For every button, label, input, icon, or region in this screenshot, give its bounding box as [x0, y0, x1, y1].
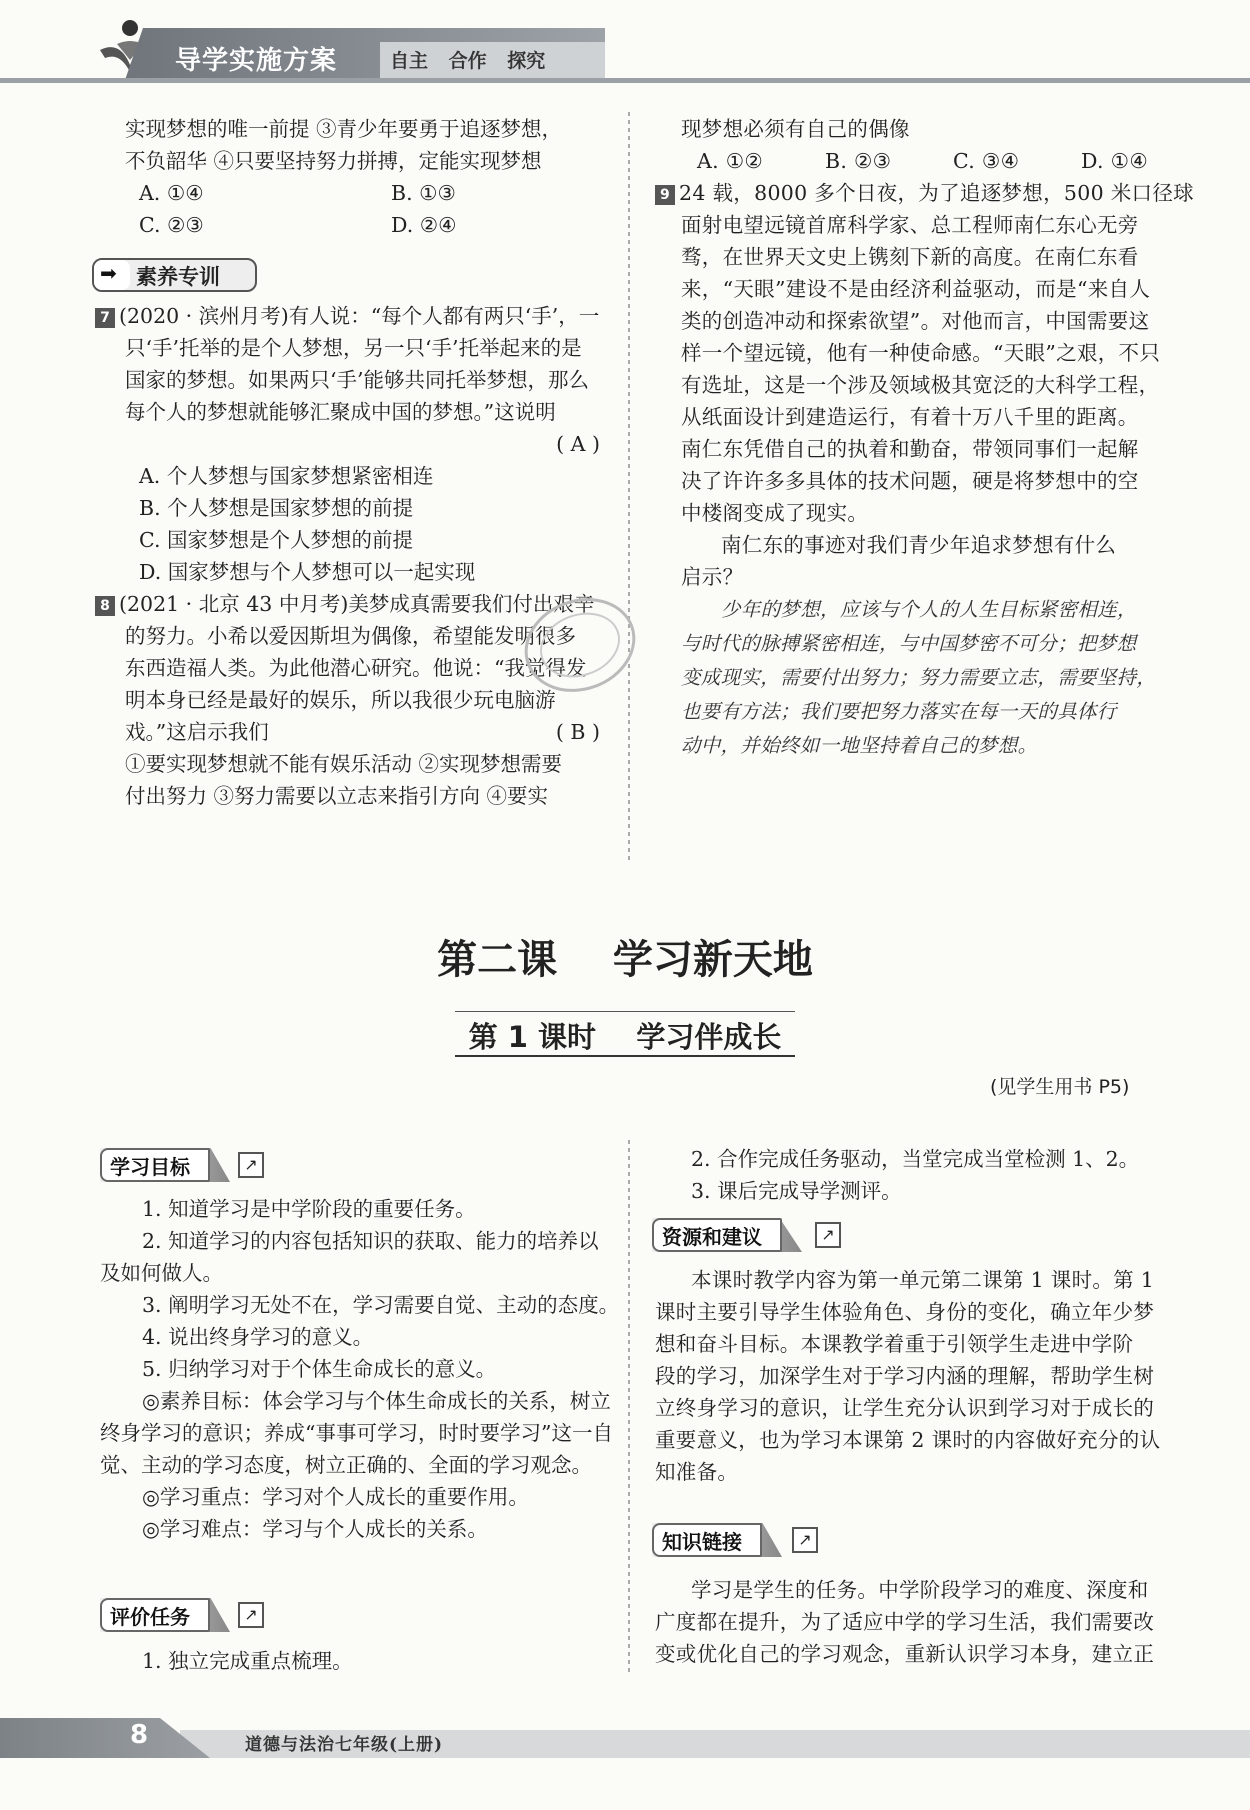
student-book-reference: (见学生用书 P5)	[990, 1076, 1130, 1098]
q8-line: ①要实现梦想就不能有娱乐活动 ②实现梦想需要	[125, 752, 563, 776]
q8-option-b: B. ②③	[825, 149, 892, 173]
evaluation-task-continued	[655, 1143, 1175, 1207]
q7-option-c: C. 国家梦想是个人梦想的前提	[139, 528, 413, 552]
q9-line: 南仁东凭借自己的执着和勤奋，带领同事们一起解	[681, 437, 1139, 461]
book-title: 道德与法治七年级(上册)	[245, 1735, 444, 1755]
q9-question: 启示？	[681, 565, 744, 589]
tag-resources: 资源和建议	[652, 1218, 782, 1252]
question-number-9: 9	[655, 185, 675, 205]
stamp-watermark-icon	[520, 595, 640, 695]
q9-question: 南仁东的事迹对我们青少年追求梦想有什么	[721, 533, 1117, 557]
handwritten-answer	[655, 593, 1175, 763]
subtitle-rule	[455, 1055, 795, 1057]
header-rule	[0, 78, 1250, 83]
goal-item: 2. 知道学习的内容包括知识的获取、能力的培养以	[142, 1229, 599, 1253]
page-number: 8	[130, 1720, 149, 1750]
knowledge-line: 学习是学生的任务。中学阶段学习的难度、深度和	[691, 1578, 1149, 1602]
watermark-text	[348, 1004, 388, 1100]
goal-item: 4. 说出终身学习的意义。	[142, 1325, 374, 1349]
q6-option-c: C. ②③	[139, 213, 204, 237]
goal-item: 及如何做人。	[100, 1261, 223, 1285]
resources-line: 立终身学习的意识，让学生充分认识到学习对于成长的	[655, 1396, 1155, 1420]
question-number-8: 8	[95, 596, 115, 616]
arrow-icon: ↗	[815, 1222, 841, 1248]
q6-option-a: A. ①④	[139, 181, 204, 205]
q8-option-c: C. ③④	[953, 149, 1020, 173]
q6-option-b: B. ①③	[391, 181, 456, 205]
answer-line: 变成现实，需要付出努力；努力需要立志，需要坚持，	[681, 666, 1157, 689]
tag-evaluation-tasks: 评价任务	[100, 1598, 210, 1632]
q7-option-a: A. 个人梦想与国家梦想紧密相连	[139, 464, 434, 488]
question-number-7: 7	[95, 308, 115, 328]
answer-line: 少年的梦想，应该与个人的人生目标紧密相连，	[721, 598, 1137, 621]
answer-line: 动中，并始终如一地坚持着自己的梦想。	[681, 734, 1038, 757]
resources-line: 课时主要引导学生体验角色、身份的变化，确立年少梦	[655, 1300, 1155, 1324]
q9-line: 有选址，这是一个涉及领域极其宽泛的大科学工程，	[681, 373, 1160, 397]
q7-line: 国家的梦想。如果两只‘手’能够共同托举梦想，那么	[125, 368, 590, 392]
q8-line: 的努力。小希以爱因斯坦为偶像，希望能发明很多	[125, 624, 576, 648]
page-footer	[0, 1698, 1250, 1788]
q9-line: 来，“天眼”建设不是由经济利益驱动，而是“来自人	[681, 277, 1151, 301]
pointer-arrow-icon: ➡	[100, 261, 117, 285]
q8-option-a: A. ①②	[697, 149, 764, 173]
resources-line: 知准备。	[655, 1460, 739, 1484]
resources-line: 段的学习，加深学生对于学习内涵的理解，帮助学生树	[655, 1364, 1155, 1388]
q8-continued-line: 现梦想必须有自己的偶像	[681, 117, 910, 141]
q9-line: 决了许许多多具体的技术问题，硬是将梦想中的空	[681, 469, 1139, 493]
q6-continued-line: 实现梦想的唯一前提 ③青少年要勇于追逐梦想，	[125, 117, 563, 141]
q8-line: 付出努力 ③努力需要以立志来指引方向 ④要实	[125, 784, 549, 808]
right-top-column	[655, 113, 1194, 763]
q7-line: (2020 · 滨州月考)有人说：“每个人都有两只‘手’，一	[119, 304, 600, 328]
q6-continued-line: 不负韶华 ④只要坚持努力拼搏，定能实现梦想	[125, 149, 542, 173]
q8-line: (2021 · 北京 43 中月考)美梦成真需要我们付出艰辛	[119, 592, 595, 616]
evaluation-task	[100, 1645, 615, 1677]
section-title: 素养专训	[136, 265, 220, 289]
literacy-goal: ◎素养目标：体会学习与个体生命成长的关系，树立	[142, 1389, 611, 1413]
page-header	[0, 0, 1250, 90]
goal-item: 5. 归纳学习对于个体生命成长的意义。	[142, 1357, 497, 1381]
section-tag-practice	[92, 258, 262, 294]
knowledge-line: 变或优化自己的学习观念，重新认识学习本身，建立正	[655, 1642, 1155, 1666]
q8-option-d: D. ①④	[1081, 149, 1148, 173]
resources-text	[655, 1264, 1175, 1488]
q7-line: 每个人的梦想就能够汇聚成中国的梦想。”这说明	[125, 400, 556, 424]
answer-line: 与时代的脉搏紧密相连，与中国梦密不可分；把梦想	[681, 632, 1137, 655]
left-top-column	[125, 113, 610, 241]
subtitle-rule-thin	[455, 1011, 795, 1012]
q9-line: 24 载，8000 多个日夜，为了追逐梦想，500 米口径球	[679, 181, 1194, 205]
key-point: ◎学习重点：学习对个人成长的重要作用。	[142, 1485, 529, 1509]
q8-answer: ( B )	[555, 720, 600, 744]
q8-line: 明本身已经是最好的娱乐，所以我很少玩电脑游	[125, 688, 556, 712]
lesson-title: 第二课 学习新天地	[437, 937, 813, 983]
answer-line: 也要有方法；我们要把努力落实在每一天的具体行	[681, 700, 1117, 723]
column-divider-top	[628, 112, 630, 862]
q7-answer: ( A )	[556, 432, 600, 456]
q7-line: 只‘手’托举的是个人梦想，另一只‘手’托举起来的是	[125, 336, 582, 360]
task-item: 2. 合作完成任务驱动，当堂完成当堂检测 1、2。	[691, 1147, 1140, 1171]
knowledge-link-text	[655, 1574, 1175, 1670]
knowledge-line: 广度都在提升，为了适应中学的学习生活，我们需要改	[655, 1610, 1155, 1634]
difficult-point: ◎学习难点：学习与个人成长的关系。	[142, 1517, 488, 1541]
tag-learning-goals: 学习目标	[100, 1148, 210, 1182]
arrow-icon: ↗	[238, 1152, 264, 1178]
q9-line: 从纸面设计到建造运行，有着十万八千里的距离。	[681, 405, 1139, 429]
goal-item: 1. 知道学习是中学阶段的重要任务。	[142, 1197, 476, 1221]
arrow-icon: ↗	[238, 1602, 264, 1628]
header-title: 导学实施方案	[175, 46, 338, 76]
resources-line: 本课时教学内容为第一单元第二课第 1 课时。第 1	[691, 1268, 1155, 1292]
q9-line: 骛，在世界天文史上镌刻下新的高度。在南仁东看	[681, 245, 1139, 269]
q9-line: 样一个望远镜，他有一种使命感。“天眼”之艰，不只	[681, 341, 1161, 365]
q8-line: 戏。”这启示我们	[125, 720, 269, 744]
resources-line: 想和奋斗目标。本课教学着重于引领学生走进中学阶	[655, 1332, 1134, 1356]
task-item: 3. 课后完成导学测评。	[691, 1179, 902, 1203]
q6-option-d: D. ②④	[391, 213, 457, 237]
literacy-goal: 觉、主动的学习态度，树立正确的、全面的学习观念。	[100, 1453, 592, 1477]
q9-line: 类的创造冲动和探索欲望”。对他而言，中国需要这	[681, 309, 1150, 333]
tag-knowledge-link: 知识链接	[652, 1523, 762, 1557]
header-subtitle: 自主 合作 探究	[380, 42, 605, 80]
resources-line: 重要意义，也为学习本课第 2 课时的内容做好充分的认	[655, 1428, 1161, 1452]
lesson-subtitle: 第 1 课时 学习伴成长	[468, 1020, 782, 1054]
column-divider-bottom	[628, 1140, 630, 1675]
q7-option-b: B. 个人梦想是国家梦想的前提	[139, 496, 414, 520]
learning-goals	[100, 1193, 620, 1545]
task-item: 1. 独立完成重点梳理。	[142, 1649, 353, 1673]
q9-line: 面射电望远镜首席科学家、总工程师南仁东心无旁	[681, 213, 1139, 237]
q9-line: 中楼阁变成了现实。	[681, 501, 869, 525]
q8-line: 东西造福人类。为此他潜心研究。他说：“我觉得发	[125, 656, 587, 680]
literacy-goal: 终身学习的意识；养成“事事可学习，时时要学习”这一自	[100, 1421, 613, 1445]
arrow-icon: ↗	[792, 1527, 818, 1553]
left-top-questions	[95, 300, 610, 812]
q7-option-d: D. 国家梦想与个人梦想可以一起实现	[139, 560, 476, 584]
goal-item: 3. 阐明学习无处不在，学习需要自觉、主动的态度。	[142, 1293, 620, 1317]
